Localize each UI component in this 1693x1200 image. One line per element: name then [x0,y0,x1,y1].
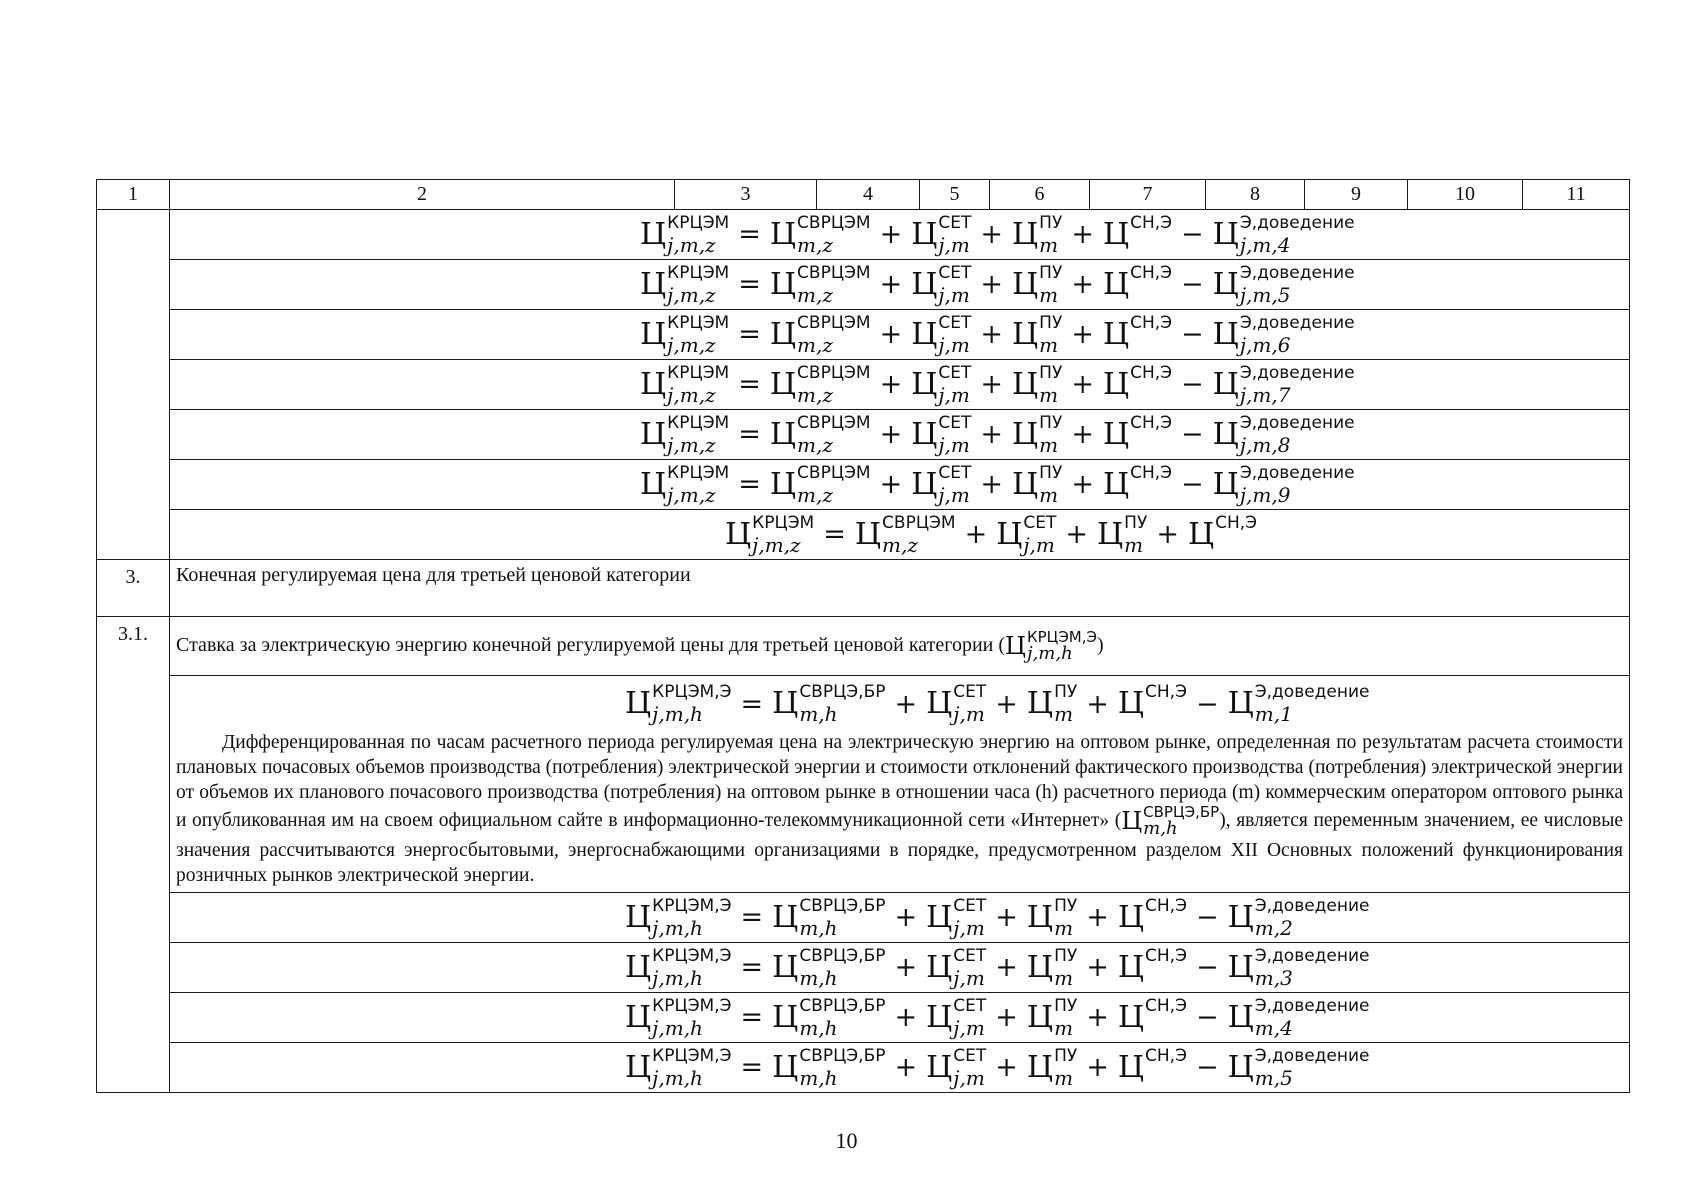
formula-row [97,210,1630,260]
formula-row [97,460,1630,510]
formula-cell [170,676,1630,893]
formula-row [97,510,1630,560]
formula-row [97,1043,1630,1093]
wholesale-price-symbol: Ц СВРЦЭ,БР m,h [1121,803,1220,839]
formula-cell [170,1043,1630,1093]
column-number: 9 [1305,180,1408,210]
price-formula: Ц КРЦЭМ j,m,z = Ц СВРЦЭМ m,z + Ц СЕТ j,m + Ц ПУ m + Ц СН,Э − Ц Э,доведение j,m,7 [640,362,1355,407]
price-symbol: Ц КРЦЭМ,Э j,m,h [1005,627,1097,664]
price-formula: Ц КРЦЭМ,Э j,m,h = Ц СВРЦЭ,БР m,h + Ц СЕТ j,m + Ц ПУ m + Ц СН,Э − Ц Э,доведение m,5 [625,1045,1370,1090]
price-formula: Ц КРЦЭМ j,m,z = Ц СВРЦЭМ m,z + Ц СЕТ j,m + Ц ПУ m + Ц СН,Э − Ц Э,доведение j,m,6 [640,312,1355,357]
formula-cell [170,460,1630,510]
column-number: 4 [817,180,920,210]
formula-cell [170,360,1630,410]
column-number-header-row [97,180,1630,210]
price-formula: Ц КРЦЭМ j,m,z = Ц СВРЦЭМ m,z + Ц СЕТ j,m + Ц ПУ m + Ц СН,Э − Ц Э,доведение j,m,8 [640,412,1355,457]
column-number: 3 [675,180,817,210]
price-formula: Ц КРЦЭМ,Э j,m,h = Ц СВРЦЭ,БР m,h + Ц СЕТ j,m + Ц ПУ m + Ц СН,Э − Ц Э,доведение m,4 [625,995,1370,1040]
price-formula: Ц КРЦЭМ j,m,z = Ц СВРЦЭМ m,z + Ц СЕТ j,m + Ц ПУ m + Ц СН,Э − Ц Э,доведение j,m,9 [640,462,1355,507]
formula-cell [170,210,1630,260]
formula-cell [170,943,1630,993]
section-3-row [97,560,1630,617]
price-formula: Ц КРЦЭМ j,m,z = Ц СВРЦЭМ m,z + Ц СЕТ j,m + Ц ПУ m + Ц СН,Э − Ц Э,доведение j,m,4 [640,212,1355,257]
price-formula: Ц КРЦЭМ j,m,z = Ц СВРЦЭМ m,z + Ц СЕТ j,m + Ц ПУ m + Ц СН,Э − Ц Э,доведение j,m,5 [640,262,1355,307]
number-cell [97,210,170,560]
column-number: 8 [1206,180,1305,210]
formula-with-explanation-row [97,676,1630,893]
formula-row [97,993,1630,1043]
page-number: 10 [835,1128,858,1153]
section-title: Ставка за электрическую энергию конечной регулируемой цены для третьей ценовой категории ( Ц КРЦЭМ,Э j,m,h ) [170,617,1630,676]
price-formula: Ц КРЦЭМ,Э j,m,h = Ц СВРЦЭ,БР m,h + Ц СЕТ j,m + Ц ПУ m + Ц СН,Э − Ц Э,доведение m,3 [625,945,1370,990]
column-number: 5 [920,180,990,210]
price-formula-no-adjustment: Ц КРЦЭМ j,m,z = Ц СВРЦЭМ m,z + Ц СЕТ j,m + Ц ПУ m + Ц СН,Э [725,512,1258,557]
column-number: 11 [1523,180,1630,210]
column-number: 1 [97,180,170,210]
section-number-label: 3.1. [118,623,148,645]
column-number: 6 [990,180,1090,210]
section-number: 3. [97,560,170,617]
column-number: 7 [1090,180,1206,210]
formula-row [97,360,1630,410]
formula-cell [170,893,1630,943]
section-title: Конечная регулируемая цена для третьей ценовой категории [170,560,1630,617]
formula-row [97,310,1630,360]
formula-cell [170,410,1630,460]
formula-cell [170,993,1630,1043]
formula-row [97,260,1630,310]
section-number [97,617,170,1093]
tariff-table [96,179,1630,1093]
formula-cell [170,260,1630,310]
column-number: 2 [170,180,675,210]
formula-row [97,410,1630,460]
section-title-text: Ставка за электрическую энергию конечной регулируемой цены для третьей ценовой категории ( [176,633,1006,656]
column-number: 10 [1408,180,1523,210]
price-formula: Ц КРЦЭМ,Э j,m,h = Ц СВРЦЭ,БР m,h + Ц СЕТ j,m + Ц ПУ m + Ц СН,Э − Ц Э,доведение m,2 [625,895,1370,940]
explanation-paragraph: Дифференцированная по часам расчетного периода регулируемая цена на электрическую энергию на оптовом рынке, определенная по результатам расчета стоимости плановых почасовых объемов производства (потребления) электрической энергии и стоимости отклонений фактического производства (потребления) электрической энергии от объемов их планового почасового производства (потребления) на оптовом рынке в отношении часа (h) расчетного периода (m) коммерческим оператором оптового рынка и опубликованная им на своем официальном сайте в информационно-телекоммуникационной сети «Интернет» ( Ц СВРЦЭ,БР m,h ), является переменным значением, ее числовые значения рассчитываются энергосбытовыми, энергоснабжающими организациями в порядке, предусмотренном разделом XII Основных положений функционирования розничных рынков электрической энергии. [176,732,1623,886]
section-3-1-row [97,617,1630,676]
formula-cell [170,310,1630,360]
formula-row [97,943,1630,993]
price-formula: Ц КРЦЭМ,Э j,m,h = Ц СВРЦЭ,БР m,h + Ц СЕТ j,m + Ц ПУ m + Ц СН,Э − Ц Э,доведение m,1 [625,682,1370,726]
formula-row [97,893,1630,943]
formula-cell [170,510,1630,560]
